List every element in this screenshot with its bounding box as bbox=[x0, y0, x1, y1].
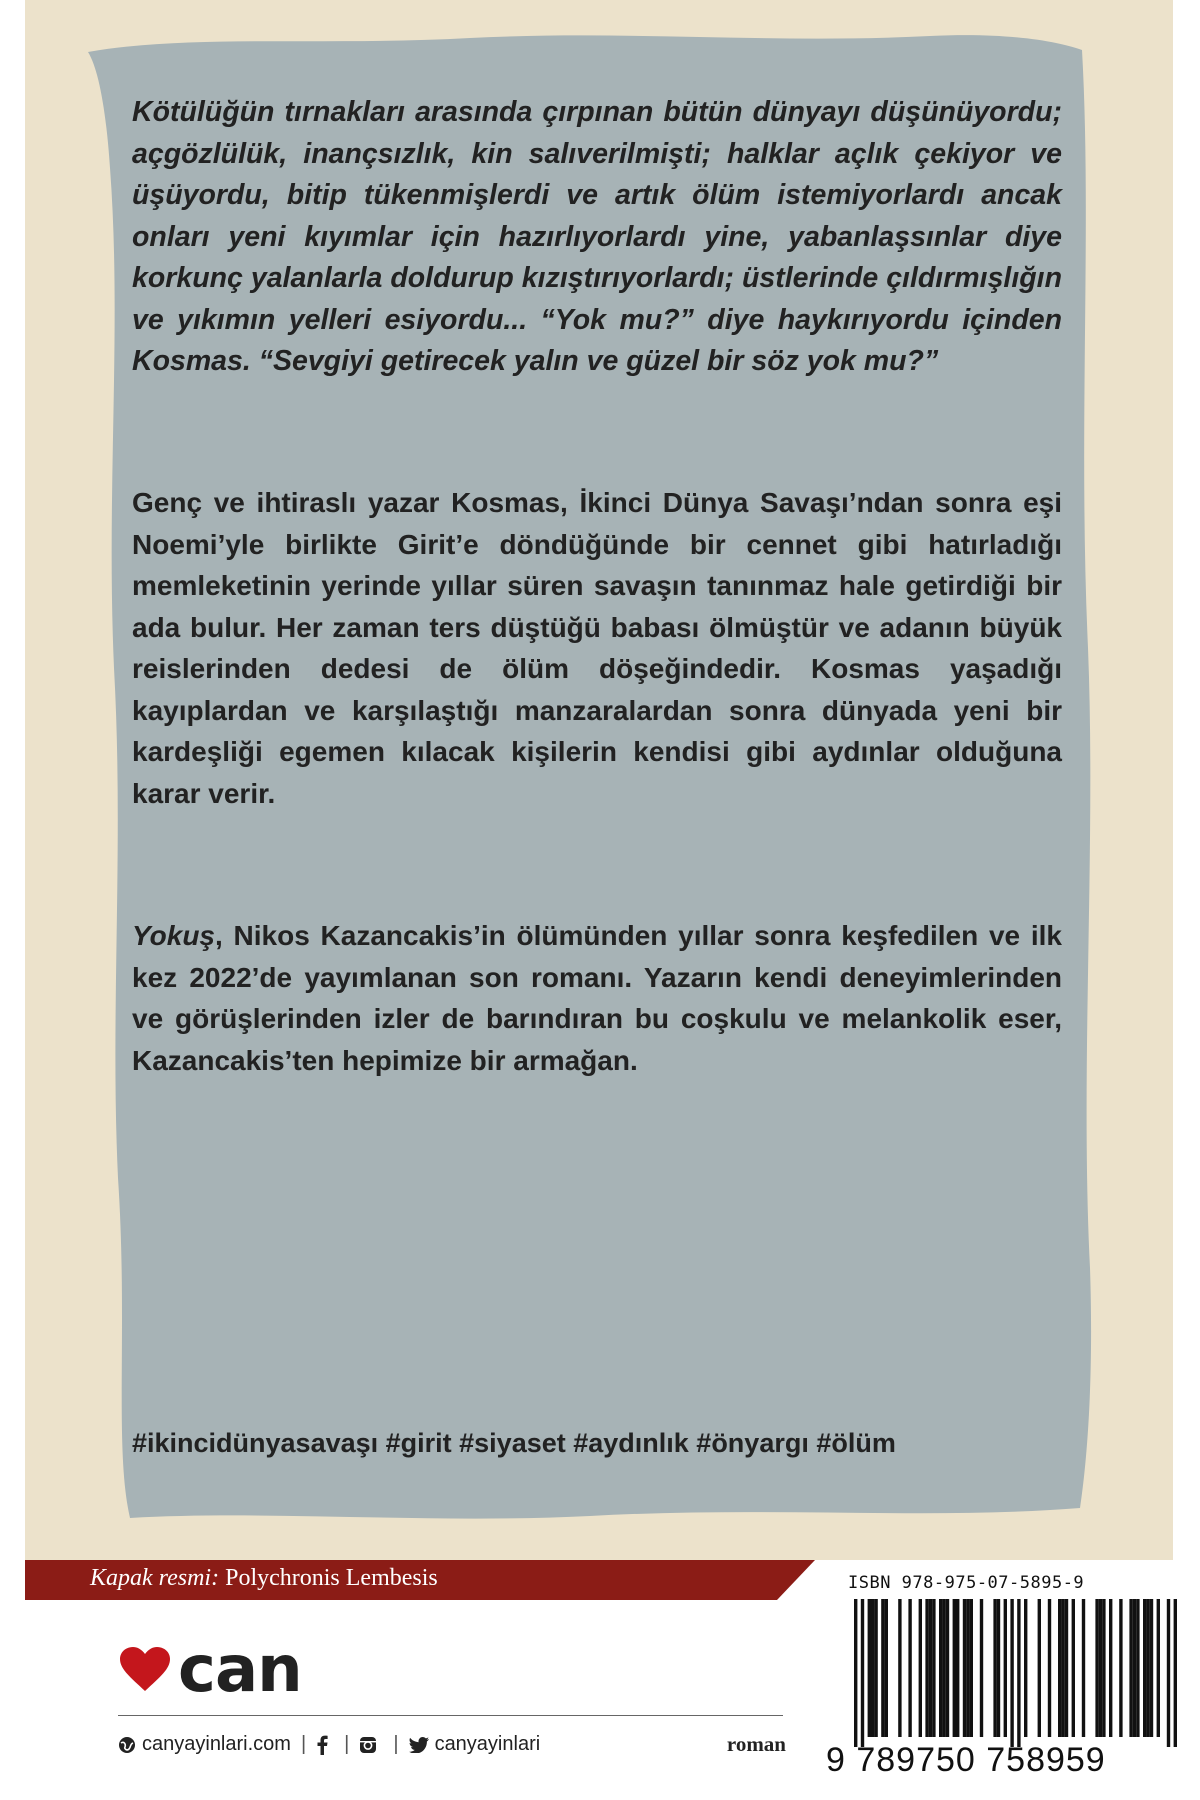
barcode-bar bbox=[953, 1599, 956, 1737]
book-title: Yokuş bbox=[132, 920, 215, 951]
back-cover-text bbox=[132, 92, 1062, 1076]
barcode-bar bbox=[980, 1599, 983, 1737]
instagram-icon[interactable] bbox=[359, 1736, 377, 1754]
ean-digits: 9 789750 758959 bbox=[826, 1741, 1106, 1779]
barcode-bar bbox=[1102, 1599, 1105, 1737]
barcode-bar bbox=[1082, 1599, 1085, 1737]
barcode-bar bbox=[1136, 1599, 1139, 1737]
separator: | bbox=[393, 1733, 399, 1755]
barcode-bar bbox=[1010, 1599, 1013, 1747]
cover-credit-label: Kapak resmi: bbox=[90, 1565, 220, 1591]
barcode-bar bbox=[1099, 1599, 1102, 1737]
barcode-bar bbox=[939, 1599, 942, 1737]
barcode-bar bbox=[993, 1599, 996, 1737]
about-text: , Nikos Kazancakis’in ölümünden yıllar sonra keşfedilen ve ilk kez 2022’de yayımlanan son romanı. Yazarın kendi deneyimlerinden ve görüşlerinden izler de barındıran bu coşkulu ve melankolik eser, Kazancakis’ten hepimize bir armağan. bbox=[132, 920, 1062, 1076]
barcode-bar bbox=[854, 1599, 857, 1747]
barcode-bar bbox=[1129, 1599, 1132, 1737]
barcode-bar bbox=[997, 1599, 1000, 1737]
barcode-bar bbox=[1061, 1599, 1064, 1737]
heart-icon bbox=[120, 1647, 170, 1693]
barcode-bar bbox=[898, 1599, 901, 1737]
barcode-bar bbox=[942, 1599, 945, 1737]
barcode-bar bbox=[925, 1599, 928, 1737]
barcode-bar bbox=[966, 1599, 969, 1737]
cover-credit-name: Polychronis Lembesis bbox=[225, 1565, 438, 1591]
barcode-bar bbox=[932, 1599, 935, 1737]
barcode-bar bbox=[929, 1599, 932, 1737]
separator: | bbox=[300, 1733, 307, 1755]
facebook-icon[interactable] bbox=[316, 1735, 328, 1755]
isbn-label: ISBN 978-975-07-5895-9 bbox=[848, 1573, 1085, 1593]
barcode-bar bbox=[1095, 1599, 1098, 1737]
barcode-bar bbox=[1157, 1599, 1160, 1737]
barcode-bar bbox=[1072, 1599, 1075, 1737]
barcode-bar bbox=[874, 1599, 877, 1737]
logo-text: can bbox=[178, 1633, 302, 1707]
barcode-bar bbox=[1065, 1599, 1068, 1737]
about-paragraph bbox=[132, 915, 1062, 1081]
barcode-bar bbox=[908, 1599, 911, 1737]
footer-divider bbox=[118, 1715, 783, 1716]
twitter-icon[interactable] bbox=[409, 1737, 429, 1753]
barcode-bar bbox=[1167, 1599, 1170, 1747]
barcode-bar bbox=[1038, 1599, 1041, 1737]
barcode-bar bbox=[885, 1599, 888, 1737]
barcode-bar bbox=[1024, 1599, 1027, 1737]
barcode-bar bbox=[963, 1599, 966, 1737]
barcode-bar bbox=[970, 1599, 973, 1737]
barcode-bar bbox=[1150, 1599, 1153, 1737]
barcode-bar bbox=[956, 1599, 959, 1737]
barcode-bar bbox=[1174, 1599, 1177, 1747]
barcode-bar bbox=[1146, 1599, 1149, 1737]
barcode-bar bbox=[1109, 1599, 1112, 1737]
globe-icon bbox=[118, 1736, 136, 1754]
barcode-bar bbox=[861, 1599, 864, 1747]
barcode-bar bbox=[1004, 1599, 1007, 1737]
website-link[interactable]: canyayinlari.com bbox=[142, 1733, 291, 1755]
barcode-bar bbox=[1119, 1599, 1122, 1737]
isbn-block bbox=[818, 1565, 1180, 1790]
hashtags: #ikincidünyasavaşı #girit #siyaset #aydınlık #önyargı #ölüm bbox=[132, 1428, 896, 1458]
separator: | bbox=[344, 1733, 350, 1755]
barcode-bar bbox=[1048, 1599, 1051, 1737]
cover-credit bbox=[90, 1565, 438, 1592]
publisher-footer bbox=[118, 1732, 786, 1757]
barcode-bar bbox=[1133, 1599, 1136, 1737]
barcode-bar bbox=[881, 1599, 884, 1737]
barcode-bar bbox=[1058, 1599, 1061, 1737]
barcode-bar bbox=[1143, 1599, 1146, 1737]
summary-paragraph: Genç ve ihtiraslı yazar Kosmas, İkinci Dünya Savaşı’ndan sonra eşi Noemi’yle birlikte Girit’e döndüğünde bir cennet gibi hatırladığı memleketinin yerinde yıllar süren savaşın tanınmaz hale getirdiği bir ada bulur. Her zaman ters düştüğü babası ölmüştür ve adanın büyük reislerinden dedesi de ölüm döşeğindedir. Kosmas yaşadığı kayıplardan ve karşılaştığı manzaralardan sonra dünyada yeni bir kardeşliği egemen kılacak kişilerin kendisi gibi aydınlar olduğuna karar verir. bbox=[132, 487, 1062, 809]
barcode-bar bbox=[1017, 1599, 1020, 1747]
genre-label: roman bbox=[726, 1732, 786, 1756]
barcode-bar bbox=[919, 1599, 922, 1737]
barcode-bar bbox=[946, 1599, 949, 1737]
social-handle[interactable]: canyayinlari bbox=[434, 1733, 541, 1755]
barcode-bar bbox=[871, 1599, 874, 1737]
publisher-logo bbox=[120, 1635, 302, 1705]
excerpt-quote: Kötülüğün tırnakları arasında çırpınan bütün dünyayı düşünüyordu; açgözlülük, inançsızlık, kin salıverilmişti; halklar açlık çekiyor ve üşüyordu, bitip tükenmişlerdi ve artık ölüm istemiyorlardı ancak onları yeni kıyımlar için hazırlıyorlardı yine, yabanlaşsınlar diye korkunç yalanlarla doldurup kızıştırıyorlardı; üstlerinde çıldırmışlığın ve yıkımın yelleri esiyordu... “Yok mu?” diye haykırıyordu içinden Kosmas. “Sevgiyi getirecek yalın ve güzel bir söz yok mu?” bbox=[132, 96, 1062, 377]
barcode-bar bbox=[868, 1599, 871, 1737]
